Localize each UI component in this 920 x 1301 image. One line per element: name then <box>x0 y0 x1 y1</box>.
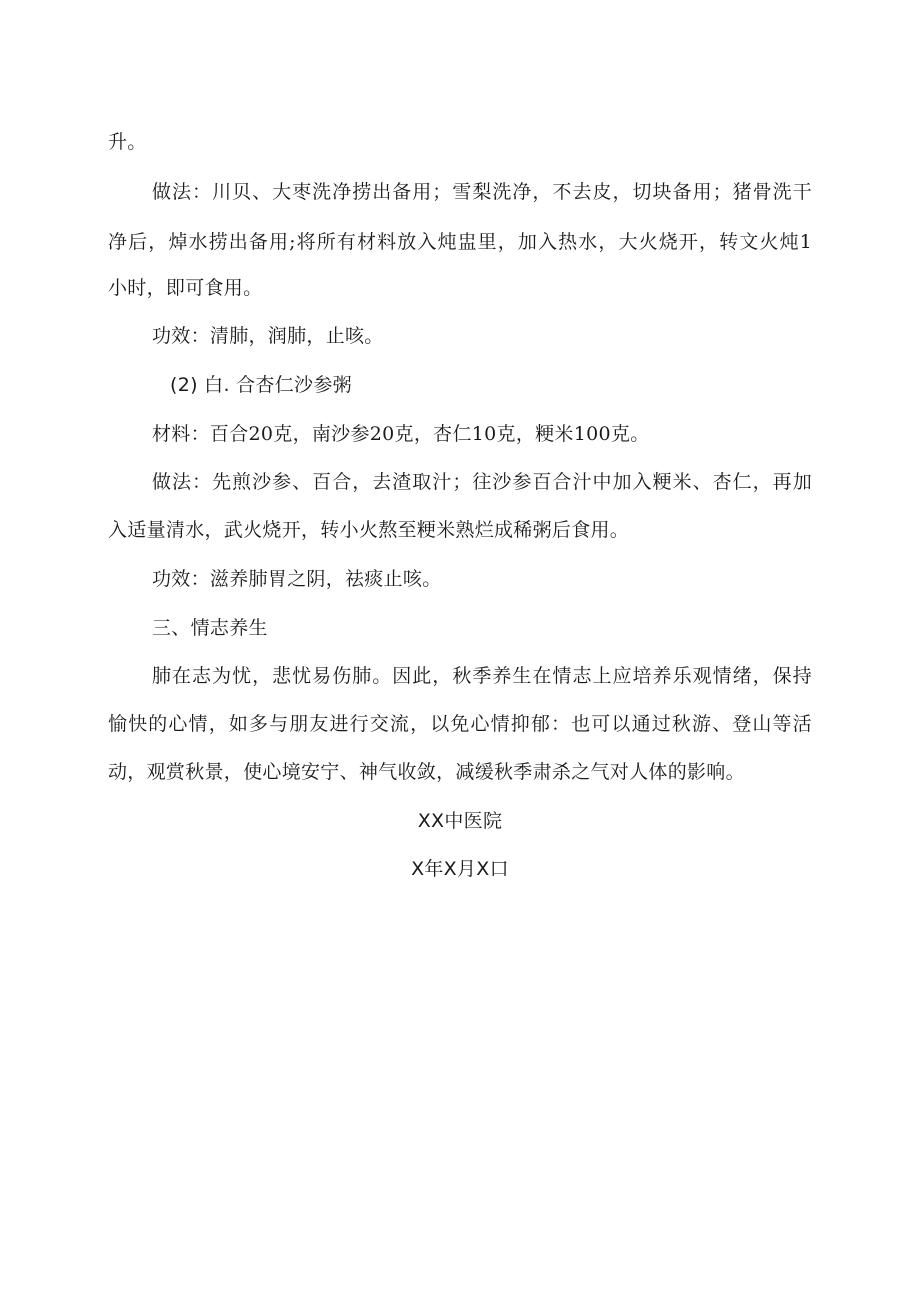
paragraph-line: 做法：川贝、大枣洗净捞出备用；雪梨洗净，不去皮，切块备用；猪骨洗干 <box>152 181 812 203</box>
section-subheading: (2) 白. 合杏仁沙参粥 <box>170 374 352 396</box>
paragraph-line: 功效：滋养肺胃之阴，祛痰止咳。 <box>152 568 442 590</box>
paragraph-line: 入适量清水，武火烧开，转小火熬至粳米熟烂成稀粥后食用。 <box>108 519 630 541</box>
paragraph-line: 材料：百合20克，南沙参20克，杏仁10克，粳米100克。 <box>152 423 650 445</box>
paragraph-line: 肺在志为忧，悲忧易伤肺。因此，秋季养生在情志上应培养乐观情绪，保持 <box>152 665 812 687</box>
signature-date: X年X月X口 <box>411 858 509 880</box>
paragraph-line: 功效：清肺，润肺，止咳。 <box>152 325 384 347</box>
paragraph-line: 动，观赏秋景，使心境安宁、神气收敛，减缓秋季肃杀之气对人体的影响。 <box>108 761 745 783</box>
paragraph-line: 净后，焯水捞出备用;将所有材料放入炖盅里，加入热水，大火烧开，转文火炖1 <box>108 231 812 253</box>
paragraph-line: 愉快的心情，如多与朋友进行交流，以免心情抑郁：也可以通过秋游、登山等活 <box>108 713 812 735</box>
paragraph-line: 小时，即可食用。 <box>108 277 263 299</box>
signature-organization: XX中医院 <box>417 810 503 832</box>
paragraph-line: 升。 <box>108 131 147 153</box>
paragraph-line: 做法：先煎沙参、百合，去渣取汁；往沙参百合汁中加入粳米、杏仁，再加 <box>152 471 812 493</box>
section-heading: 三、情志养生 <box>152 617 268 639</box>
